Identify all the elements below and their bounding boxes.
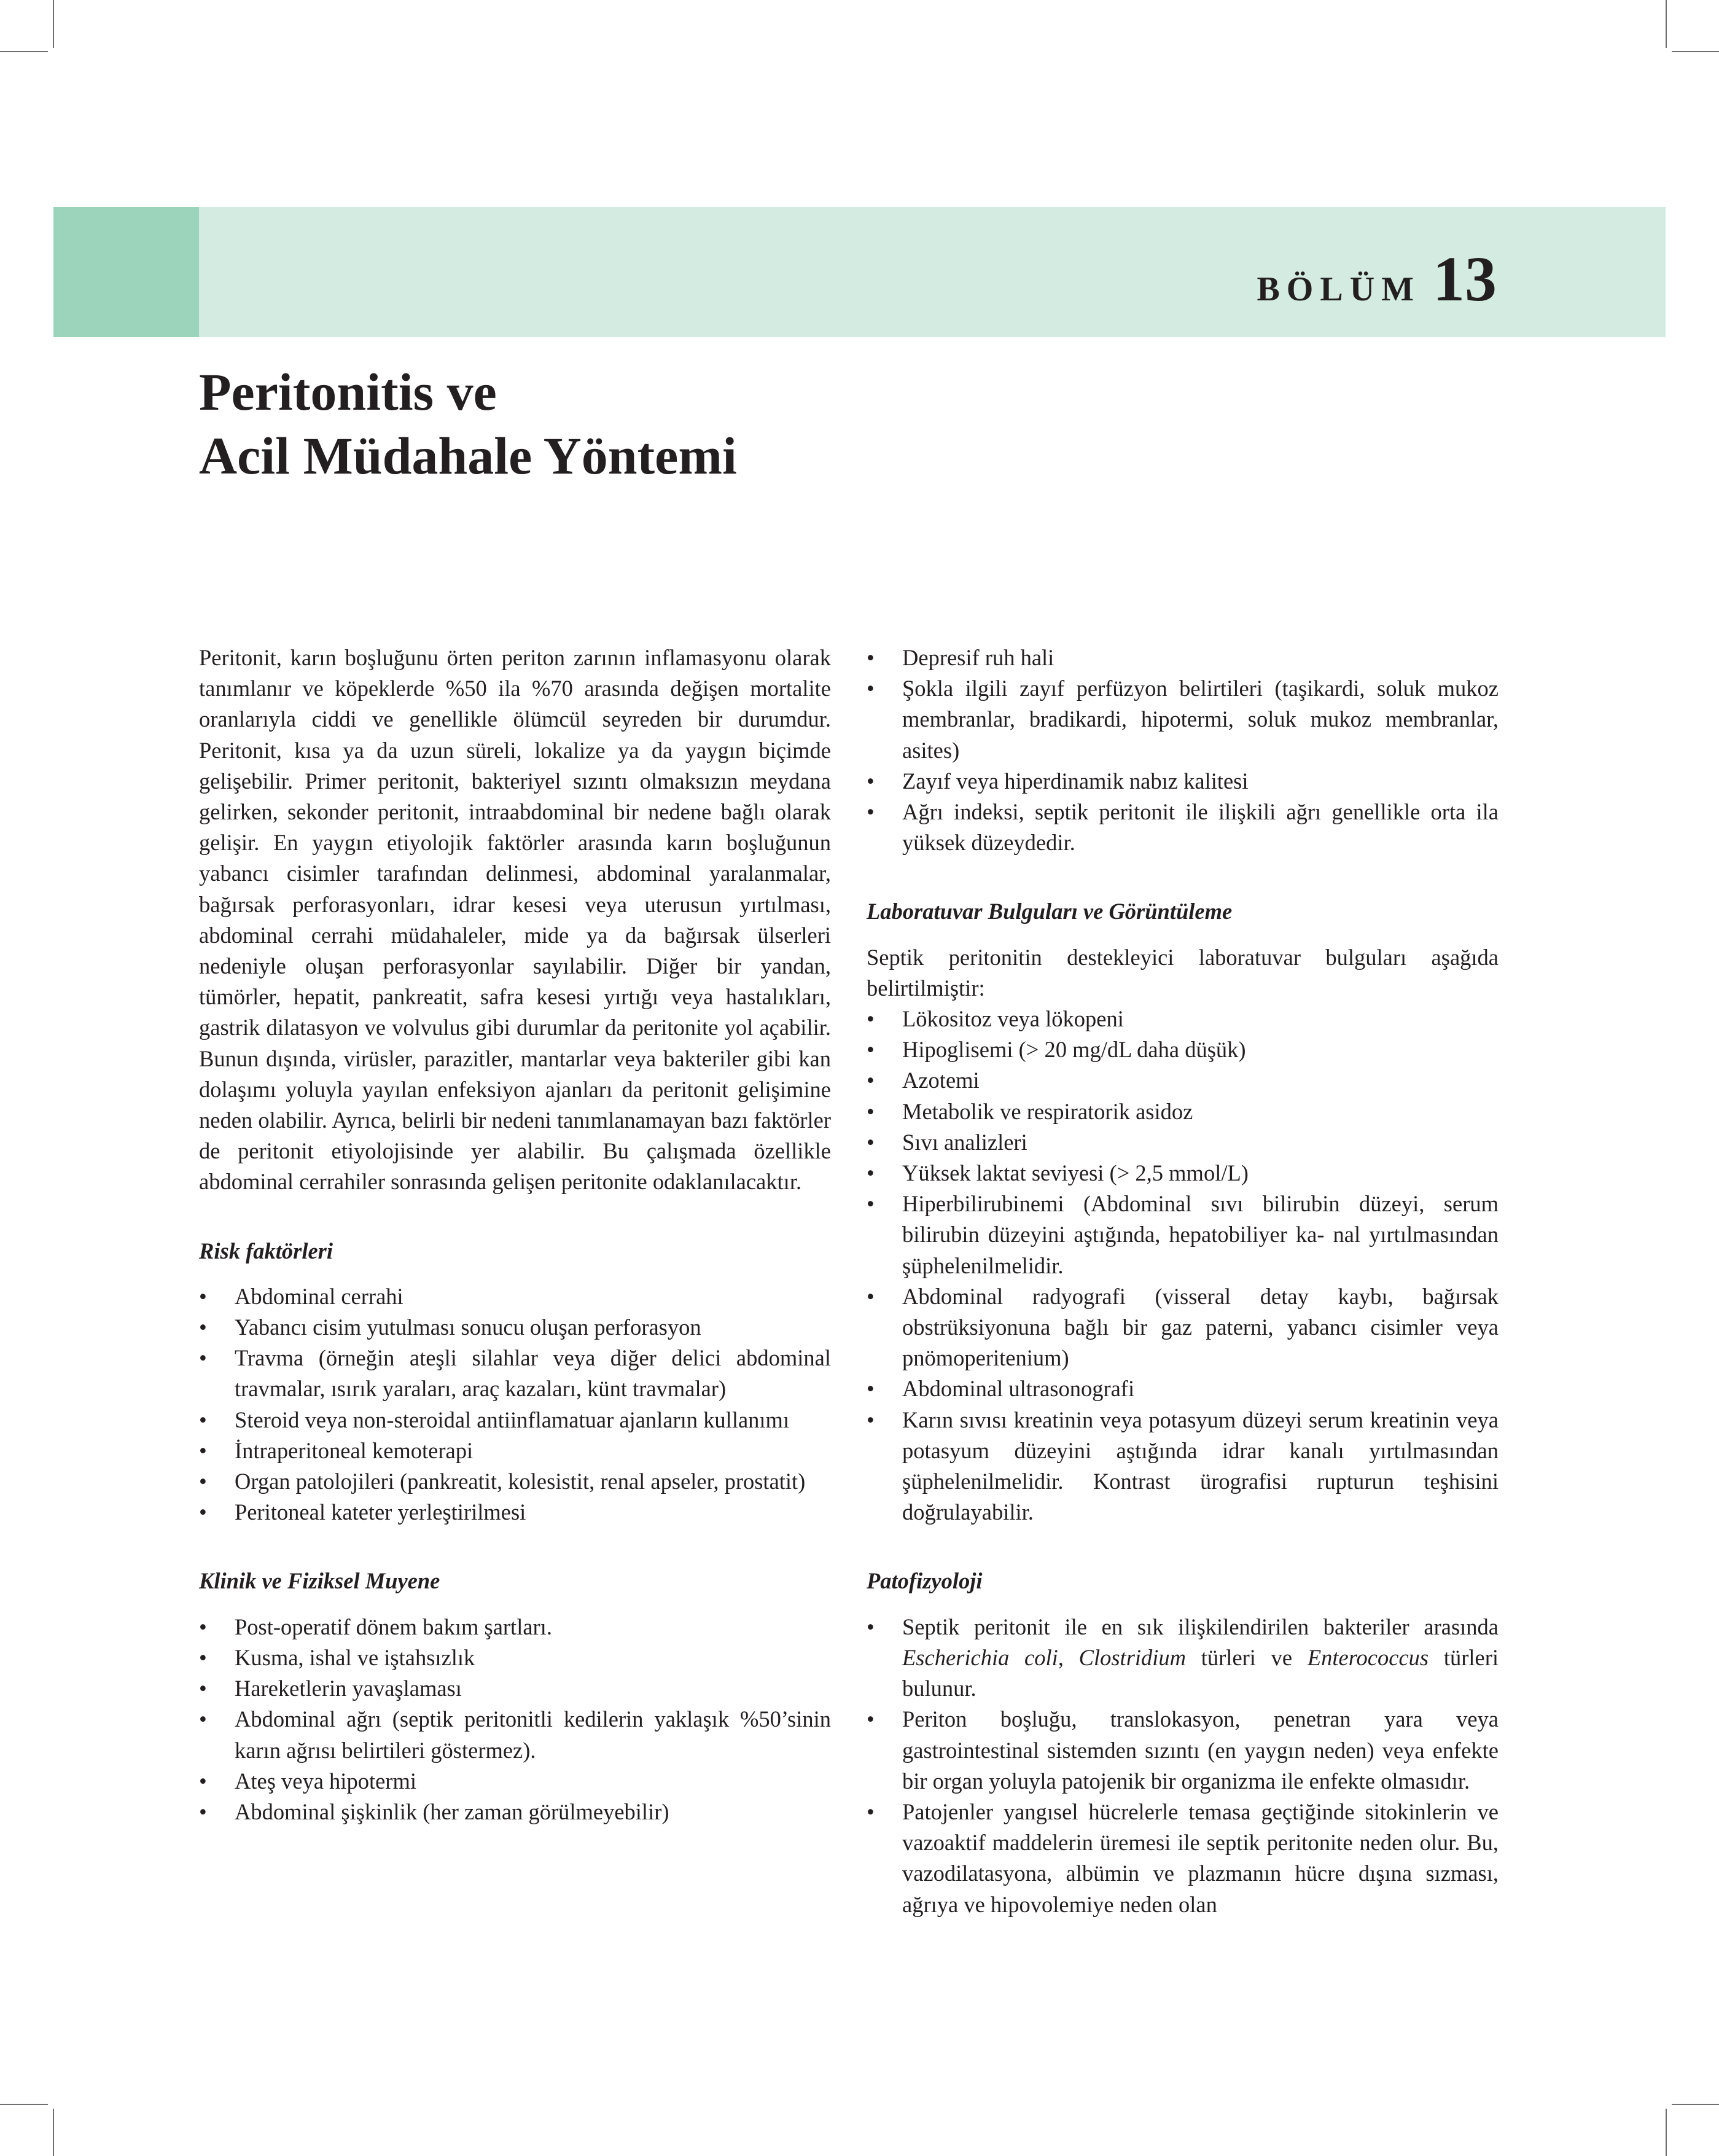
list-item: • Septik peritonit ile en sık ilişkilendirilen bakteriler arasında Escherichia coli, Clostridium türleri ve Enterococcus türleri bulunur.: [867, 1614, 1499, 1701]
list-item: • İntraperitoneal kemoterapi: [199, 1437, 474, 1463]
chapter-band-accent: [53, 207, 199, 337]
list-item: • Hipoglisemi (> 20 mg/dL daha düşük): [867, 1037, 1246, 1063]
list-item: • Abdominal şişkinlik (her zaman görülmeyebilir): [199, 1799, 669, 1824]
list-item: • Abdominal cerrahi: [199, 1283, 403, 1309]
list-item: • Ağrı indeksi, septik peritonit ile ilişkili ağrı genellikle orta ila yüksek düzeydedir.: [867, 799, 1499, 856]
patho-list: [867, 1612, 1499, 1920]
crop-mark: [1666, 0, 1667, 48]
chapter-heading: [1257, 243, 1497, 316]
list-item: • Ateş veya hipotermi: [199, 1768, 416, 1794]
crop-mark: [53, 2109, 54, 2156]
clinical-list-continued: [867, 643, 1499, 858]
list-item: • Post-operatif dönem bakım şartları.: [199, 1614, 552, 1639]
chapter-label: BÖLÜM: [1257, 270, 1421, 308]
clinical-list: [199, 1612, 831, 1827]
intro-paragraph: Peritonit, karın boşluğunu örten periton zarının inflamasyonu olarak tanımlanır ve köpeklerde %50 ila %70 arasında değişen mortalite oranlarıyla ciddi ve genellikle ölümcül seyreden bir durumdur. Peritonit, kısa ya da uzun süreli, lokalize ya da yaygın biçimde gelişebilir. Primer peritonit, bakteriyel sızıntı olmaksızın meydana gelirken, sekonder peritonit, intraabdominal bir nedene bağlı olarak gelişir. En yaygın etiyolojik faktörler arasında karın boşluğunun yabancı cisimler tarafından delinmesi, abdominal yaralanmalar, bağırsak perforasyonları, idrar kesesi veya uterusun yırtılması, abdominal cerrahi müdahaleler, mide ya da bağırsak ülserleri nedeniyle oluşan perforasyonlar sayılabilir. Diğer bir yandan, tümörler, hepatit, pankreatit, safra kesesi yırtığı veya hastalıkları, gastrik dilatasyon ve volvulus gibi durumlar da peritonite yol açabilir. Bunun dışında, virüsler, parazitler, mantarlar veya bakteriler gibi kan dolaşımı yoluyla yayılan enfeksiyon ajanları da peritonit gelişimine neden olabilir. Ayrıca, belirli bir nedeni tanımlanamayan bazı faktörler de peritonit etiyolojisinde yer alabilir. Bu çalışmada özellikle abdominal cerrahiler sonrasında gelişen peritonite odaklanılacaktır.: [199, 645, 831, 1195]
list-item: • Zayıf veya hiperdinamik nabız kalitesi: [867, 768, 1249, 794]
list-item: • Yüksek laktat seviyesi (> 2,5 mmol/L): [867, 1160, 1249, 1186]
list-item: • Hareketlerin yavaşlaması: [199, 1676, 462, 1701]
list-item: • Kusma, ishal ve iştahsızlık: [199, 1644, 475, 1670]
list-item: • Sıvı analizleri: [867, 1129, 1027, 1155]
risk-list: [199, 1281, 831, 1528]
list-item: • Abdominal ultrasonografi: [867, 1376, 1135, 1402]
list-item: • Hiperbilirubinemi (Abdominal sıvı bilirubin düzeyi, serum bilirubin düzeyini aştığında, hepatobiliyer ka- nal yırtılmasından şüphelenilmelidir.: [867, 1191, 1499, 1278]
clinical-heading: Klinik ve Fiziksel Muyene: [199, 1568, 440, 1594]
list-item: • Travma (örneğin ateşli silahlar veya diğer delici abdominal travmalar, ısırık yaraları, araç kazaları, künt travmalar): [199, 1345, 831, 1402]
list-item: • Lökositoz veya lökopeni: [867, 1006, 1124, 1032]
risk-heading: Risk faktörleri: [199, 1238, 333, 1264]
list-item: • Patojenler yangısel hücrelerle temasa geçtiğinde sitokinlerin ve vazoaktif maddelerin üremesi ile septik peritonite neden olur. Bu, vazodilatasyona, albümin ve plazmanın hücre dışına sızması, ağrıya ve hipovolemiye neden olan: [867, 1799, 1499, 1917]
crop-mark: [0, 51, 48, 52]
crop-mark: [1672, 2104, 1719, 2105]
list-item: • Steroid veya non-steroidal antiinflamatuar ajanların kullanımı: [199, 1407, 790, 1432]
left-column: [199, 643, 831, 1827]
list-item: • Şokla ilgili zayıf perfüzyon belirtileri (taşikardi, soluk mukoz membranlar, bradikardi, hipotermi, soluk mukoz membranlar, asites): [867, 676, 1499, 763]
right-column: [867, 643, 1499, 1920]
list-item: • Yabancı cisim yutulması sonucu oluşan perforasyon: [199, 1314, 701, 1340]
list-item: • Azotemi: [867, 1068, 980, 1093]
crop-mark: [1672, 51, 1719, 52]
list-item: • Periton boşluğu, translokasyon, penetran yara veya gastrointestinal sistemden sızıntı (en yaygın neden) veya enfekte bir organ yoluyla patojenik bir organizma ile enfekte olmasıdır.: [867, 1706, 1499, 1794]
patho-heading: Patofizyoloji: [867, 1568, 983, 1594]
list-item: • Metabolik ve respiratorik asidoz: [867, 1098, 1193, 1124]
title-line-1: Peritonitis ve: [199, 362, 497, 421]
list-item: • Abdominal radyografi (visseral detay kaybı, bağırsak obstrüksiyonuna bağlı bir gaz paterni, yabancı cisimler veya pnömoperitenium): [867, 1283, 1499, 1371]
page-title: [199, 360, 737, 488]
list-item: • Karın sıvısı kreatinin veya potasyum düzeyi serum kreatinin veya potasyum düzeyini aştığında idrar kanalı yırtılmasından şüphelenilmelidir. Kontrast ürografisi rupturun teşhisini doğrulayabilir.: [867, 1407, 1499, 1525]
list-item: • Abdominal ağrı (septik peritonitli kedilerin yaklaşık %50’sinin karın ağrısı belirtileri göstermez).: [199, 1706, 831, 1763]
crop-mark: [1666, 2109, 1667, 2156]
lab-intro: Septik peritonitin destekleyici laboratuvar bulguları aşağıda belirtilmiştir:: [867, 944, 1499, 1001]
list-item: • Peritoneal kateter yerleştirilmesi: [199, 1499, 526, 1525]
crop-mark: [0, 2104, 48, 2105]
list-item: • Organ patolojileri (pankreatit, kolesistit, renal apseler, prostatit): [199, 1469, 806, 1494]
lab-list: [867, 1004, 1499, 1528]
chapter-number: 13: [1433, 244, 1497, 314]
lab-heading: Laboratuvar Bulguları ve Görüntüleme: [867, 899, 1233, 924]
crop-mark: [53, 0, 54, 48]
list-item: • Depresif ruh hali: [867, 645, 1054, 670]
title-line-2: Acil Müdahale Yöntemi: [199, 426, 737, 485]
